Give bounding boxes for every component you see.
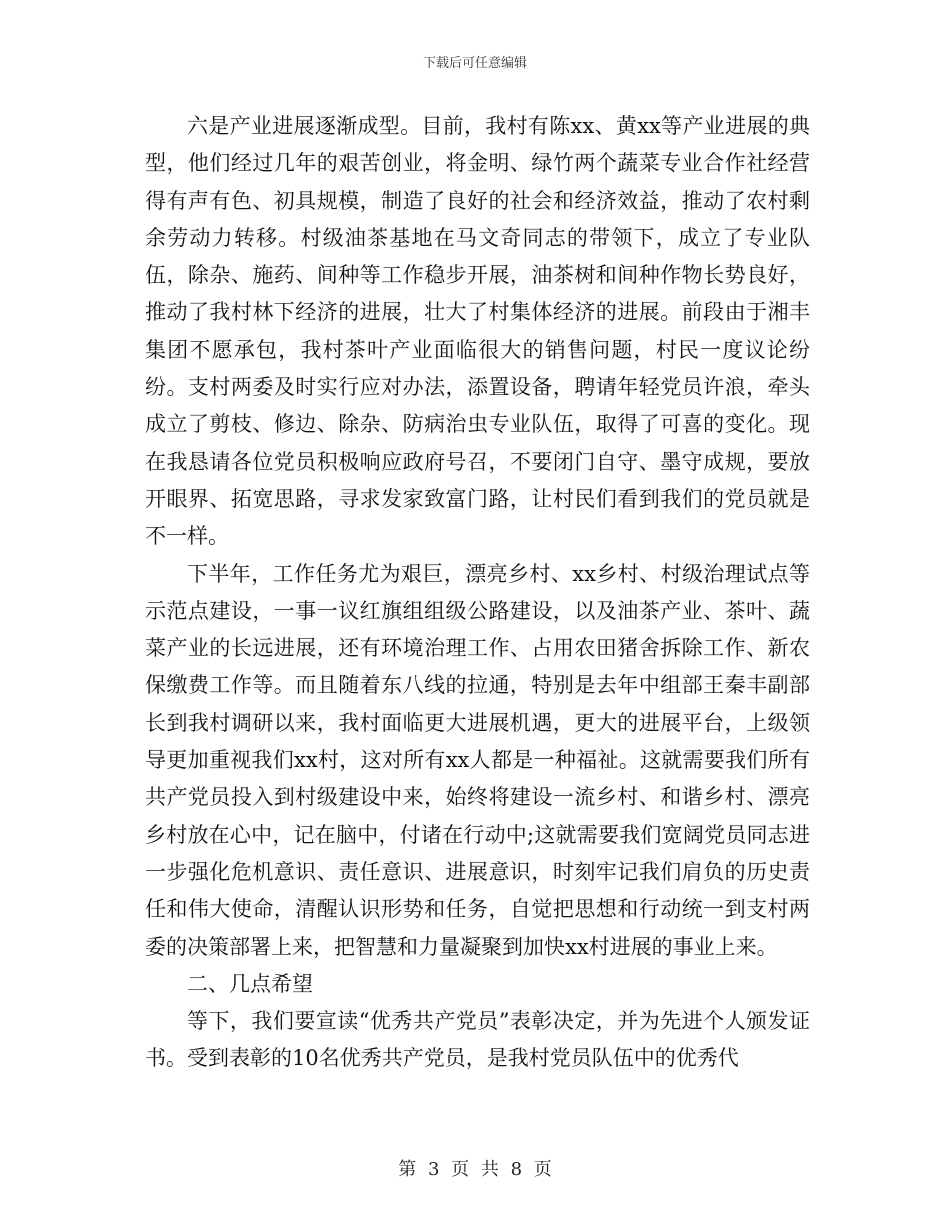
section-heading: 二、几点希望 [187, 971, 313, 996]
paragraph: 六是产业进展逐渐成型。目前，我村有陈xx、黄xx等产业进展的典型，他们经过几年的艰苦创业，将金明、绿竹两个蔬菜专业合作社经营得有声有色、初具规模，制造了良好的社会和经济效益，推动了农村剩余劳动力转移。村级油茶基地在马文奇同志的带领下，成立了专业队伍，除杂、施药、间种等工作稳步开展，油茶树和间种作物长势良好，推动了我村林下经济的进展，壮大了村集体经济的进展。前段由于湘丰集团不愿承包，我村茶叶产业面临很大的销售问题，村民一度议论纷纷。支村两委及时实行应对办法，添置设备，聘请年轻党员许浪，牵头成立了剪枝、修边、除杂、防病治虫专业队伍，取得了可喜的变化。现在我恳请各位党员积极响应政府号召，不要闭门自守、墨守成规，要放开眼界、拓宽思路，寻求发家致富门路，让村民们看到我们的党员就是不一样。 [145, 114, 810, 549]
paragraph: 等下，我们要宣读“优秀共产党员”表彰决定，并为先进个人颁发证书。受到表彰的10名优秀共产党员，是我村党员队伍中的优秀代 [145, 1009, 810, 1071]
page-header: 下载后可任意编辑 [422, 56, 527, 71]
page-footer: 第 3 页 共 8 页 [398, 1159, 552, 1180]
paragraph: 下半年，工作任务尤为艰巨，漂亮乡村、xx乡村、村级治理试点等示范点建设，一事一议红旗组组级公路建设，以及油茶产业、茶叶、蔬菜产业的长远进展，还有环境治理工作、占用农田猪舍拆除工作、新农保缴费工作等。而且随着东八线的拉通，特别是去年中组部王秦丰副部长到我村调研以来，我村面临更大进展机遇，更大的进展平台，上级领导更加重视我们xx村，这对所有xx人都是一种福祉。这就需要我们所有共产党员投入到村级建设中来，始终将建设一流乡村、和谐乡村、漂亮乡村放在心中，记在脑中，付诸在行动中;这就需要我们宽阔党员同志进一步强化危机意识、责任意识、进展意识，时刻牢记我们肩负的历史责任和伟大使命，清醒认识形势和任务，自觉把思想和行动统一到支村两委的决策部署上来，把智慧和力量凝聚到加快xx村进展的事业上来。 [145, 561, 810, 959]
document-body [145, 108, 810, 1078]
